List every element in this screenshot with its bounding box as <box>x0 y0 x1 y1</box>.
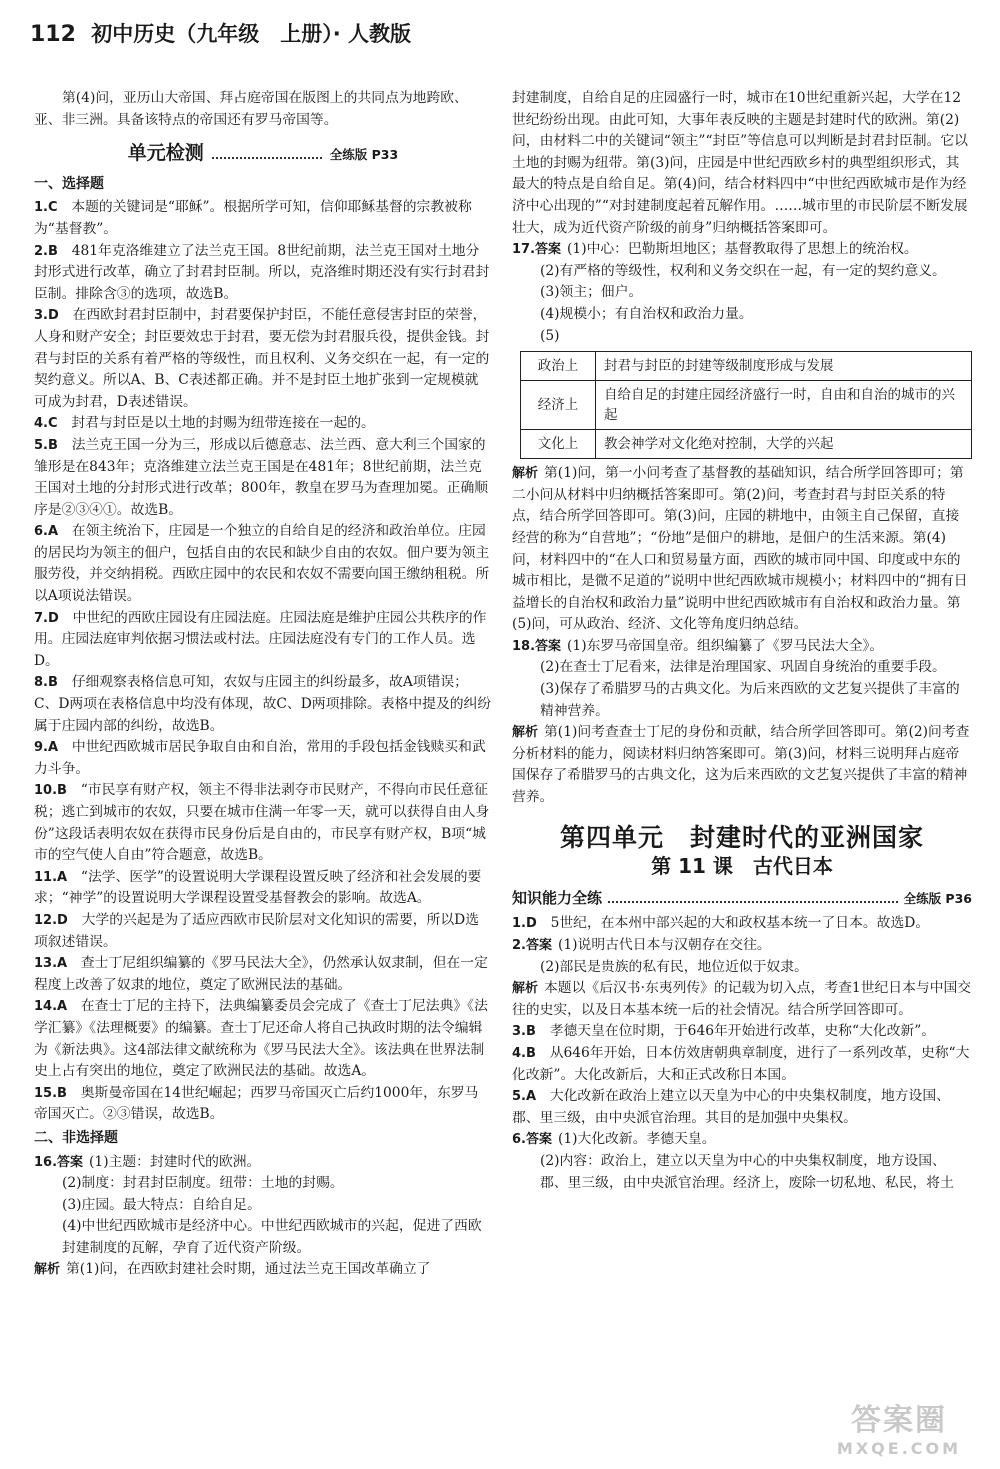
answer-number: 11.A <box>34 869 68 885</box>
q2-line-2: (2)部民是贵族的私有民，地位近似于奴隶。 <box>540 958 808 975</box>
q17-analysis-label: 解析 <box>512 466 539 482</box>
table-row <box>521 430 972 459</box>
q18-block <box>512 636 972 809</box>
answer-text: 查士丁尼组织编纂的《罗马民法大全》，仍然承认奴隶制，但在一定程度上改善了奴隶的地位，奠定了欧洲民法的基础。 <box>34 955 488 993</box>
watermark-top: 答案圈 <box>851 1403 947 1438</box>
answer-item <box>34 1083 492 1126</box>
q17-analysis: 第(1)问，第一小问考查了基督教的基础知识，结合所学回答即可；第二小问从材料中归纳概括答案即可。第(2)问，考查封君与封臣关系的特点，结合所学回答即可。第(3)问，庄园的耕地中，由领主自己保留，直接经营的称为“自营地”；“份地”是佃户的耕地，是佃户的生活来源。第(4)问，材料四中的“在人口和贸易量方面，西欧的城市同中国、印度或中东的城市相比，是微不足道的”说明中世纪西欧城市规模小；材料四中的“拥有日益增长的自治权和政治力量”说明中世纪西欧城市有自治权和政治力量。第(5)问，可从政治、经济、文化等角度归纳总结。 <box>512 465 968 633</box>
left-column <box>34 88 492 1281</box>
book-title: 初中历史（九年级 上册）· 人教版 <box>91 22 412 46</box>
answer-item <box>34 996 492 1082</box>
answer-text: 481年克洛维建立了法兰克王国。8世纪前期，法兰克王国对土地分封形式进行改革，确立了封君封臣制。所以，克洛维时期还没有实行封君封臣制。排除含③的选项，故选B。 <box>34 242 490 302</box>
q16-line-4: (4)中世纪西欧城市是经济中心。中世纪西欧城市的兴起，促进了西欧封建制度的瓦解，孕育了近代资产阶级。 <box>62 1218 482 1256</box>
answer-text: 中世纪的西欧庄园设有庄园法庭。庄园法庭是维护庄园公共秩序的作用。庄园法庭审判依据习惯法或村法。庄园法庭没有专门的工作人员。选D。 <box>34 609 487 669</box>
answer-item <box>34 780 492 866</box>
section-heading-choice: 一、选择题 <box>34 175 104 192</box>
table-row-header: 经济上 <box>521 381 596 430</box>
q18-line-1: (1)东罗马帝国皇帝。组织编纂了《罗马民法大全》。 <box>567 637 884 654</box>
practice-ref: 全练版 P36 <box>903 890 972 906</box>
answer-text: 仔细观察表格信息可知，农奴与庄园主的纠纷最多，故A项错误；C、D两项在表格信息中均没有体现，故C、D两项排除。表格中提及的纠纷属于庄园内部的纠纷，故选B。 <box>34 674 492 734</box>
answer-item <box>34 867 492 910</box>
answer-number: 5.B <box>34 437 58 453</box>
lesson-title: 第 11 课 古代日本 <box>651 854 833 879</box>
answer-item <box>34 608 492 673</box>
q16-line-2: (2)制度：封君封臣制度。纽带：土地的封赐。 <box>62 1175 344 1192</box>
q17-line-3: (3)领主；佃户。 <box>540 284 643 301</box>
answer-text: 5世纪，在本州中部兴起的大和政权基本统一了日本。故选D。 <box>550 915 930 932</box>
q2-label: 2.答案 <box>512 938 552 953</box>
answer-text: 大学的兴起是为了适应西欧市民阶层对文化知识的需要，所以D选项叙述错误。 <box>34 911 479 950</box>
answer-number: 5.A <box>512 1089 537 1105</box>
table-row <box>521 352 972 381</box>
answer-text: 在查士丁尼的主持下，法典编纂委员会完成了《查士丁尼法典》《法学汇纂》《法理概要》的编纂。查士丁尼还命人将自己执政时期的法令编辑为《新法典》。这4部法律文献统称为《罗马民法大全》。该法典在世界法制史上占有突出的地位，奠定了欧洲民法的基础。故选A。 <box>34 998 488 1080</box>
q18-analysis: 第(1)问考查查士丁尼的身份和贡献，结合所学回答即可。第(2)问考查分析材料的能力，阅读材料归纳答案即可。第(3)问，材料三说明拜占庭帝国保存了希腊罗马的古典文化，这为后来西欧的文艺复兴提供了丰富的精神营养。 <box>512 724 970 806</box>
q17-label: 17.答案 <box>512 242 562 258</box>
answer-item <box>34 305 492 413</box>
q16-analysis-start: 第(1)问，在西欧封建社会时期，通过法兰克王国改革确立了 <box>66 1261 431 1278</box>
q17-line-2: (2)有严格的等级性，权利和义务交织在一起，有一定的契约意义。 <box>540 262 946 279</box>
answer-item <box>34 521 492 607</box>
lesson-answers-2 <box>512 1021 972 1129</box>
intro-text: 第(4)问，亚历山大帝国、拜占庭帝国在版图上的共同点为地跨欧、亚、非三洲。具备该特点的帝国还有罗马帝国等。 <box>34 90 468 128</box>
unit-test-title: 单元检测 <box>127 142 204 165</box>
q6-block <box>512 1129 972 1194</box>
page-number: 112 <box>30 22 76 47</box>
q6-line-2: (2)内容：政治上，建立以天皇为中心的中央集权制度，地方设国、郡、里三级，由中央派官治理。经济上，废除一切私地、私民，将土 <box>540 1152 954 1191</box>
q17-line-5: (5) <box>540 327 560 344</box>
q18-label: 18.答案 <box>512 638 562 654</box>
answer-text: 大化改新在政治上建立以天皇为中心的中央集权制度，地方设国、郡、里三级，由中央派官治理。其目的是加强中央集权。 <box>512 1088 950 1126</box>
answer-text: “市民享有财产权，领主不得非法剥夺市民财产，不得向市民任意征税；逃亡到城市的农奴，只要在城市住满一年零一天，就可以获得自由人身份”这段话表明农奴在获得市民身份后是自由的，市民享有财产权，B项“城市的空气使人自由”符合题意，故选B。 <box>34 782 490 864</box>
unit-test-heading <box>34 143 492 166</box>
right-column <box>512 88 972 1194</box>
answer-text: 本题的关键词是“耶稣”。根据所学可知，信仰耶稣基督的宗教被称为“基督教”。 <box>34 199 472 237</box>
q6-line-1: (1)大化改新。孝德天皇。 <box>557 1131 716 1148</box>
watermark-bottom: MXQE.COM <box>836 1439 962 1458</box>
answer-number: 4.C <box>34 416 58 432</box>
answer-text: 在西欧封君封臣制中，封君要保护封臣，不能任意侵害封臣的荣誉，人身和财产安全；封臣要效忠于封君，要无偿为封君服兵役，提供金钱。封君与封臣的关系有着严格的等级性，而且权利、义务交织在一起，有一定的契约意义。所以A、B、C表述都正确。并不是封臣土地扩张到一定规模就可成为封君，D表述错误。 <box>34 307 490 410</box>
practice-heading <box>512 888 972 910</box>
answer-number: 1.C <box>34 200 58 216</box>
q16-analysis-label: 解析 <box>34 1262 61 1278</box>
table-row-header: 文化上 <box>521 430 596 459</box>
answer-number: 2.B <box>34 243 58 259</box>
table-cell: 自给自足的封建庄园经济盛行一时，自由和自治的城市的兴起 <box>596 381 972 430</box>
answer-number: 1.D <box>512 916 537 932</box>
q2-block <box>512 935 972 1021</box>
q18-line-3: (3)保存了希腊罗马的古典文化。为后来西欧的文艺复兴提供了丰富的精神营养。 <box>540 681 960 719</box>
answer-text: “法学、医学”的设置说明大学课程设置反映了经济和社会发展的要求；“神学”的设置说明大学课程设置受基督教会的影响。故选A。 <box>34 868 482 907</box>
lesson-answers-1 <box>512 913 972 935</box>
answer-item <box>34 910 492 953</box>
answer-number: 8.B <box>34 675 58 691</box>
answer-item <box>34 737 492 780</box>
unit-test-ref: 全练版 P33 <box>329 147 399 163</box>
answer-text: 中世纪西欧城市居民争取自由和自治，常用的手段包括金钱赎买和武力斗争。 <box>34 739 486 777</box>
answer-text: 封君与封臣是以土地的封赐为纽带连接在一起的。 <box>71 415 375 432</box>
answer-number: 4.B <box>512 1045 536 1061</box>
answer-item <box>512 1043 972 1086</box>
answer-item <box>34 197 492 240</box>
answer-number: 9.A <box>34 740 59 756</box>
answer-number: 3.D <box>34 308 59 324</box>
q17-block <box>512 239 972 636</box>
q2-line-1: (1)说明古代日本与汉朝存在交往。 <box>557 937 771 953</box>
answer-item <box>34 953 492 996</box>
table-cell: 封君与封臣的封建等级制度形成与发展 <box>596 352 972 381</box>
answer-number: 10.B <box>34 783 67 799</box>
answer-item <box>34 413 492 435</box>
answer-number: 6.A <box>34 524 59 540</box>
answer-item <box>34 241 492 306</box>
table-row-header: 政治上 <box>521 352 596 381</box>
answer-item <box>512 1086 972 1129</box>
q17-line-4: (4)规模小；有自治权和政治力量。 <box>540 305 753 322</box>
answer-item <box>512 913 972 935</box>
table-row <box>521 381 972 430</box>
answer-number: 15.B <box>34 1085 67 1101</box>
q2-analysis-label: 解析 <box>512 981 539 997</box>
page-header <box>30 18 411 48</box>
q18-analysis-label: 解析 <box>512 725 539 741</box>
answer-item <box>34 672 492 737</box>
q16-line-3: (3)庄园。最大特点：自给自足。 <box>62 1196 261 1213</box>
unit-four-title: 第四单元 封建时代的亚洲国家 <box>559 822 924 852</box>
answer-item <box>512 1021 972 1043</box>
answer-text: 法兰克王国一分为三，形成以后德意志、法兰西、意大利三个国家的雏形是在843年；克洛维建立法兰克王国是在481年；8世纪前期，法兰克王国对土地的分封形式进行改革；800年，教皇在罗马为查理加冕。正确顺序是②③④①。故选B。 <box>34 436 489 518</box>
section-heading-nonchoice: 二、非选择题 <box>34 1129 118 1146</box>
answer-text: 从646年开始，日本仿效唐朝典章制度，进行了一系列改革，史称“大化改新”。大化改新后，大和正式改称日本国。 <box>512 1044 970 1083</box>
answer-number: 14.A <box>34 999 68 1015</box>
answer-number: 3.B <box>512 1024 536 1040</box>
q18-line-2: (2)在查士丁尼看来，法律是治理国家、巩固自身统治的重要手段。 <box>540 659 946 676</box>
answer-number: 7.D <box>34 610 59 626</box>
q16-analysis-continued: 封建制度，自给自足的庄园盛行一时，城市在10世纪重新兴起，大学在12世纪纷纷出现。由此可知，大事年表反映的主题是封建时代的欧洲。第(2)问，由材料二中的关键词“领主”“封臣”等信息可以判断是封君封臣制。它以土地的封赐为纽带。第(3)问，庄园是中世纪西欧乡村的典型组织形式，其最大的特点是自给自足。第(4)问，结合材料四中“中世纪西欧城市是作为经济中心出现的”“对封建制度起着瓦解作用。……城市里的市民阶层不断发展壮大，成为近代资产阶级的前身”归纳概括答案即可。 <box>512 90 968 236</box>
summary-table <box>520 351 972 459</box>
q16-block <box>34 1152 492 1282</box>
choice-answers <box>34 197 492 1126</box>
answer-number: 12.D <box>34 912 68 928</box>
q16-line-1: (1)主题：封建时代的欧洲。 <box>89 1153 261 1170</box>
dot-leader <box>608 891 898 903</box>
dot-leader <box>212 147 322 159</box>
q6-label: 6.答案 <box>512 1132 552 1148</box>
answer-text: 奥斯曼帝国在14世纪崛起；西罗马帝国灭亡后约1000年，东罗马帝国灭亡。②③错误，故选B。 <box>34 1084 479 1123</box>
q16-label: 16.答案 <box>34 1154 84 1170</box>
table-cell: 教会神学对文化绝对控制，大学的兴起 <box>596 430 972 459</box>
practice-title: 知识能力全练 <box>512 888 603 907</box>
answer-item <box>34 435 492 521</box>
answer-text: 孝德天皇在位时期，于646年开始进行改革，史称“大化改新”。 <box>549 1023 936 1040</box>
q17-line-1: (1)中心：巴勒斯坦地区；基督教取得了思想上的统治权。 <box>567 241 918 258</box>
watermark-logo <box>824 1395 974 1458</box>
q2-analysis: 本题以《后汉书·东夷列传》的记载为切入点，考查1世纪日本与中国交往的史实，以及日本基本统一后的社会情况。结合所学回答即可。 <box>512 980 972 1018</box>
answer-number: 13.A <box>34 956 68 972</box>
answer-text: 在领主统治下，庄园是一个独立的自给自足的经济和政治单位。庄园的居民均为领主的佃户，包括自由的农民和缺少自由的农奴。佃户要为领主服劳役，并交纳捐税。西欧庄园中的农民和农奴不需要向国王缴纳租税。所以A项说法错误。 <box>34 523 490 605</box>
